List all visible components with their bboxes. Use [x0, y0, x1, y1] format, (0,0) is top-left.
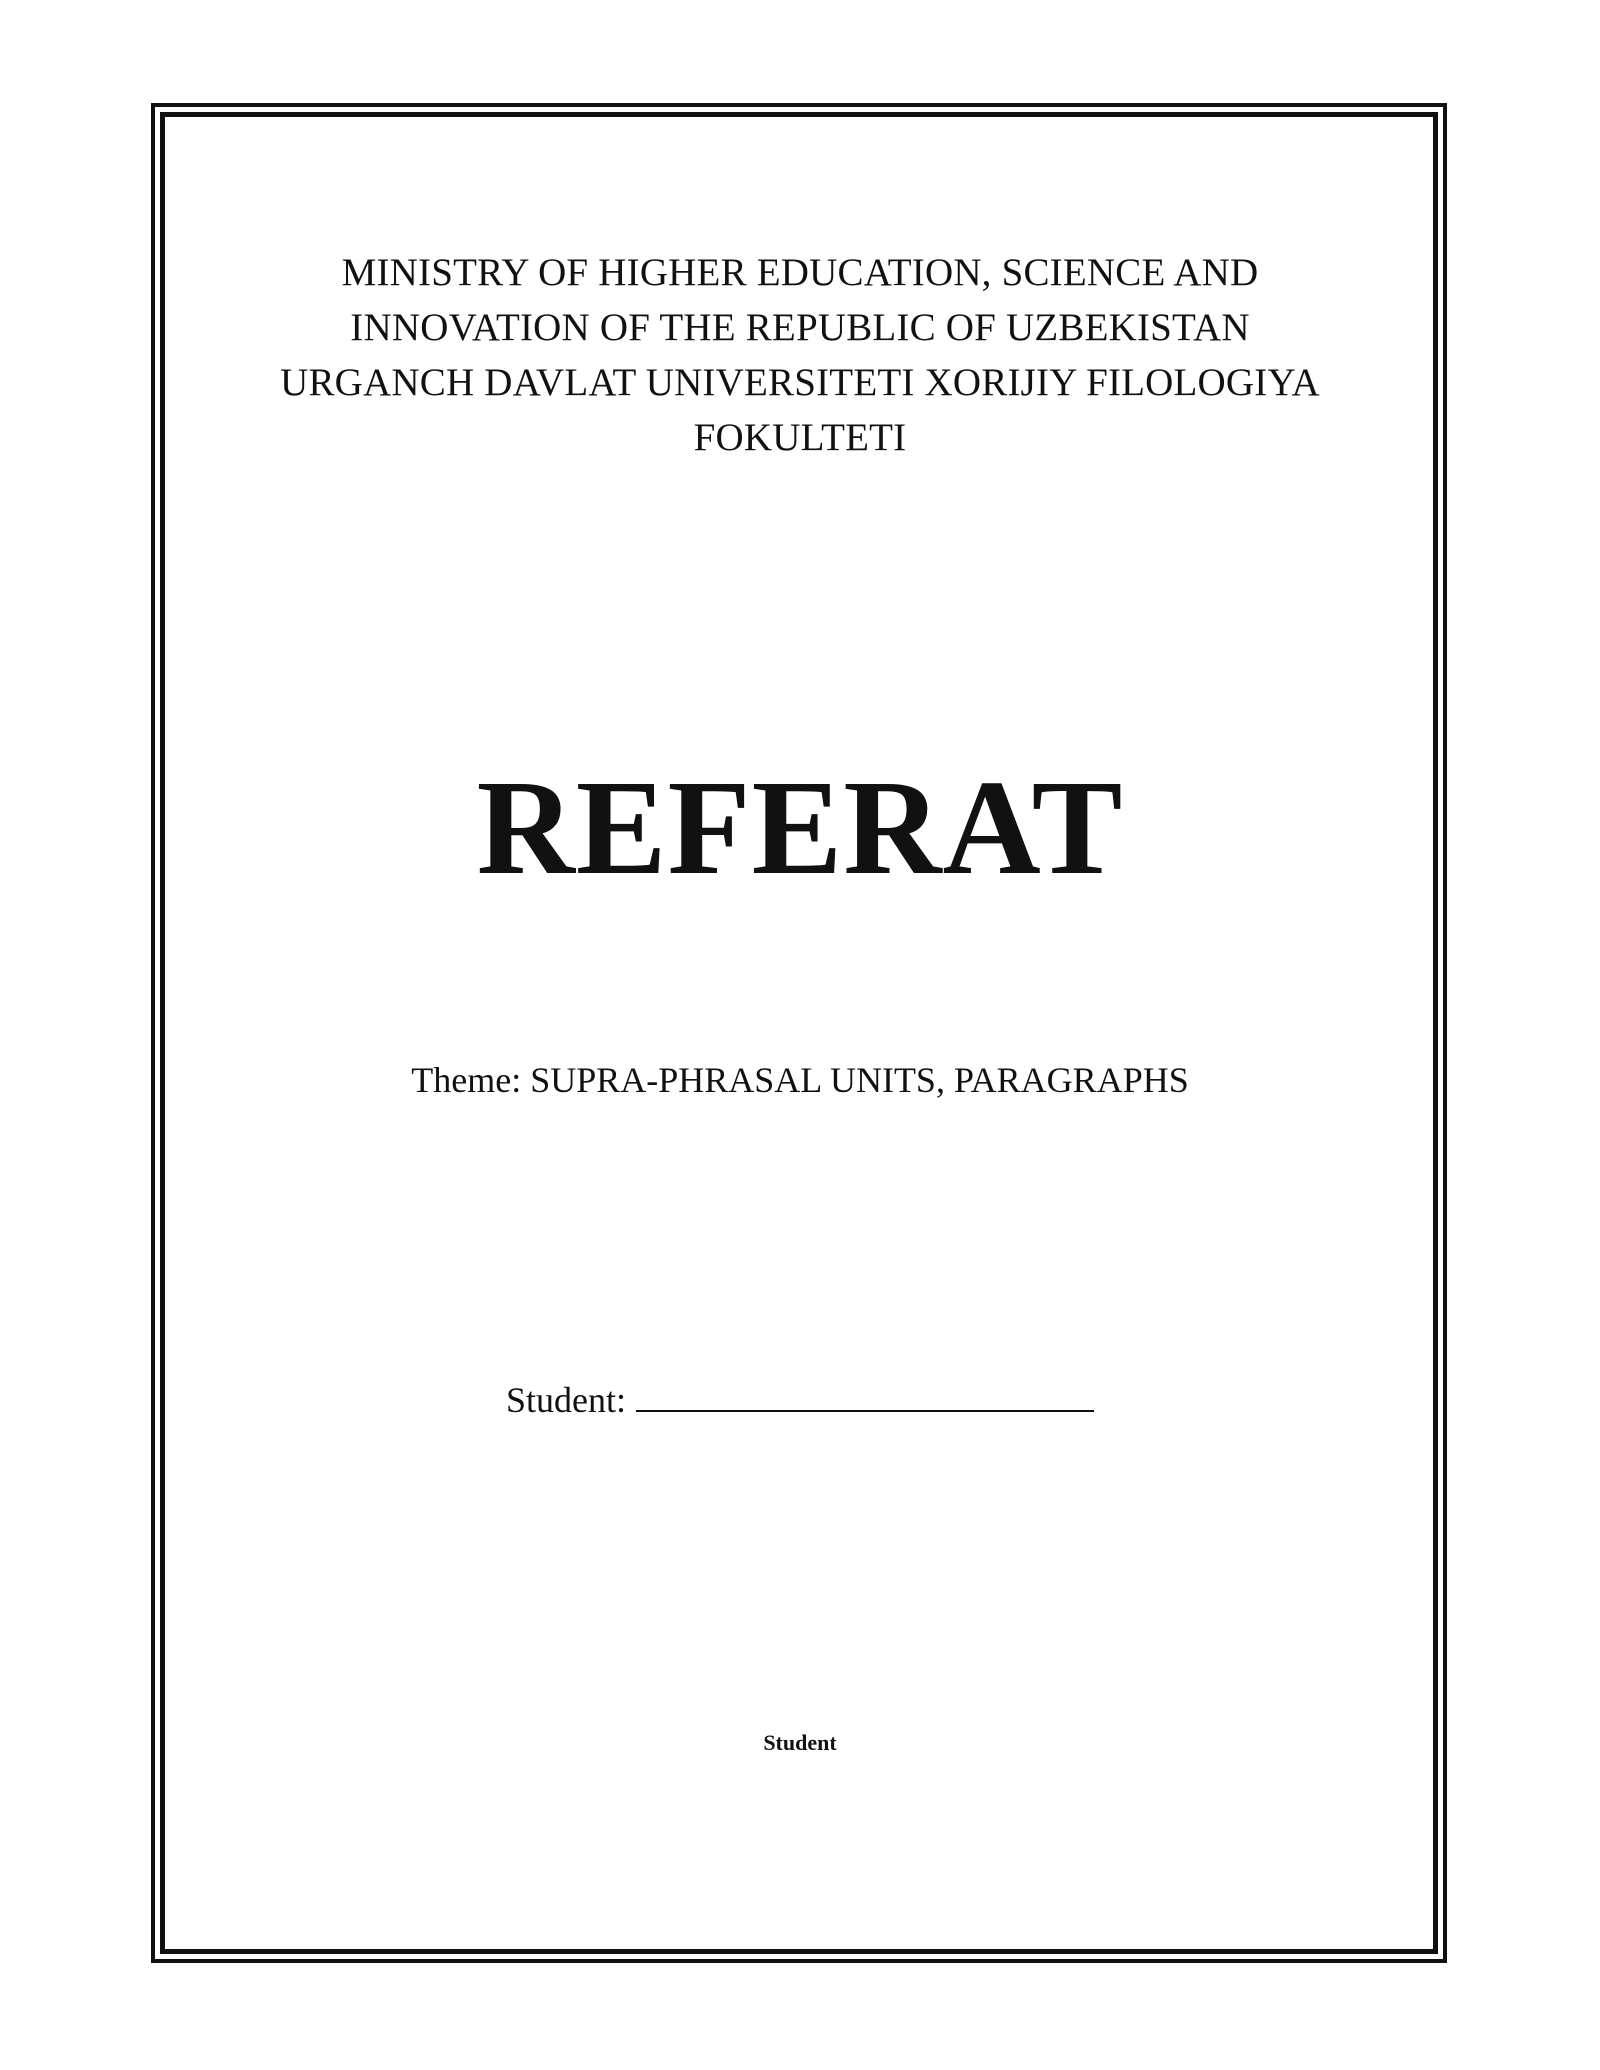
header-line: MINISTRY OF HIGHER EDUCATION, SCIENCE AND: [341, 251, 1259, 294]
document-title: REFERAT: [476, 753, 1124, 903]
student-name-blank: [636, 1372, 1094, 1412]
student-label: Student:: [505, 1380, 626, 1420]
header-line: INNOVATION OF THE REPUBLIC OF UZBEKISTAN: [350, 306, 1250, 349]
institution-header: [200, 245, 1400, 465]
header-line: URGANCH DAVLAT UNIVERSITETI XORIJIY FILOLOGIYA: [280, 361, 1320, 404]
header-line: FOKULTETI: [693, 416, 907, 459]
theme-line: Theme: SUPRA-PHRASAL UNITS, PARAGRAPHS: [411, 1060, 1189, 1100]
student-field: [200, 1372, 1400, 1425]
footer-label: Student: [763, 1730, 837, 1755]
